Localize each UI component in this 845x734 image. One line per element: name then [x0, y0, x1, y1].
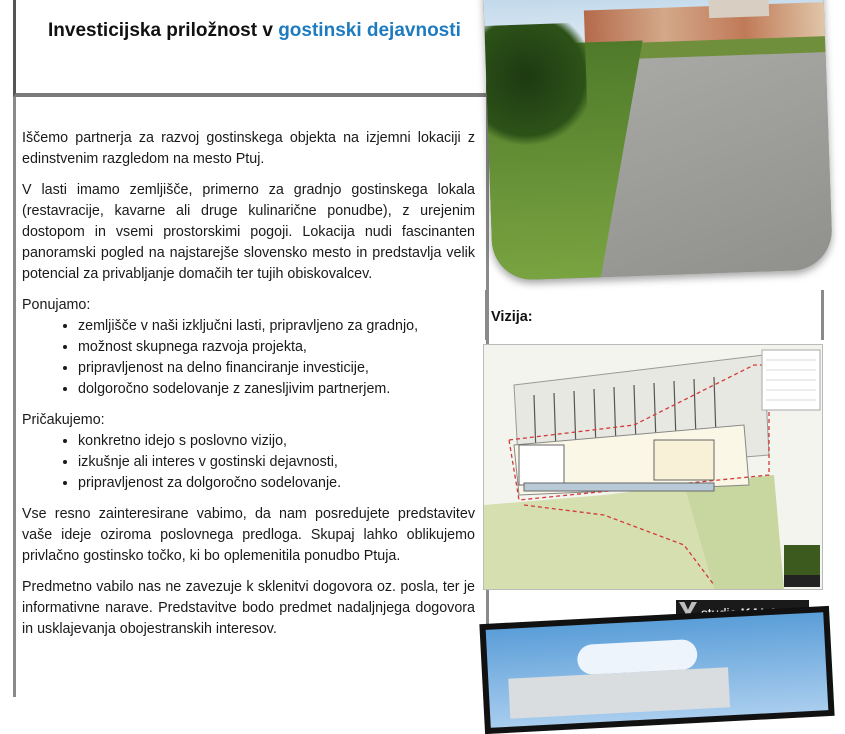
paragraph-disclaimer: Predmetno vabilo nas ne zavezuje k sklenitvi dogovora oz. posla, ter je informativne narave. Predstavitve bodo predmet nadaljnjega dogovora in usklajevanja obojestranskih interesov.	[22, 579, 475, 637]
expect-item: • pripravljenost za dolgoročno sodelovanje.	[78, 473, 475, 494]
page-title	[48, 20, 461, 42]
offer-item: • dolgoročno sodelovanje z zanesljivim partnerjem.	[78, 379, 475, 400]
offer-item: • zemljišče v naši izključni lasti, pripravljeno za gradnjo,	[78, 316, 475, 337]
render-building	[508, 667, 730, 718]
divider-right	[821, 290, 824, 340]
architectural-render	[479, 606, 834, 734]
divider-left	[485, 290, 488, 340]
paragraph-invite: Vse resno zainteresirane vabimo, da nam posredujete predstavitev vaše ideje oziroma poslovnega predloga. Skupaj lahko oblikujemo privlačno gostinsko točko, ki bo oplemenitila ponudbo Ptuja.	[22, 506, 475, 564]
offer-item: • pripravljenost na delno financiranje investicije,	[78, 358, 475, 379]
body-text	[22, 128, 475, 650]
title-box	[13, 0, 489, 97]
title-main: Investicijska priložnost v	[48, 20, 279, 41]
title-accent: gostinski dejavnosti	[278, 20, 461, 41]
expect-heading: Pričakujemo:	[22, 412, 105, 428]
expect-list	[22, 431, 475, 494]
photo-tree-leaves	[484, 23, 588, 156]
offer-heading: Ponujamo:	[22, 297, 91, 313]
site-plan-image	[483, 344, 823, 590]
offer-item: • možnost skupnega razvoja projekta,	[78, 337, 475, 358]
render-scene	[486, 612, 829, 728]
paragraph-intro: Iščemo partnerja za razvoj gostinskega objekta na izjemni lokaciji z edinstvenim razgledom na mesto Ptuj.	[22, 130, 475, 167]
photo-castle	[708, 0, 769, 18]
expect-item: • konkretno idejo s poslovno vizijo,	[78, 431, 475, 452]
expect-item: • izkušnje ali interes v gostinski dejavnosti,	[78, 452, 475, 473]
offer-list	[22, 316, 475, 400]
site-plan-drawing	[484, 345, 822, 589]
location-photo	[483, 0, 833, 281]
vision-label: Vizija:	[491, 309, 533, 325]
paragraph-land: V lasti imamo zemljišče, primerno za gradnjo gostinskega lokala (restavracije, kavarne ali druge kulinarične ponudbe), z urejenim dostopom in vsemi prostorskimi pogoji. Lokacija nudi fascinanten panoramski pogled na najstarejše slovensko mesto in predstavlja velik potencial za privabljanje domačih ter tujih obiskovalcev.	[22, 182, 475, 282]
